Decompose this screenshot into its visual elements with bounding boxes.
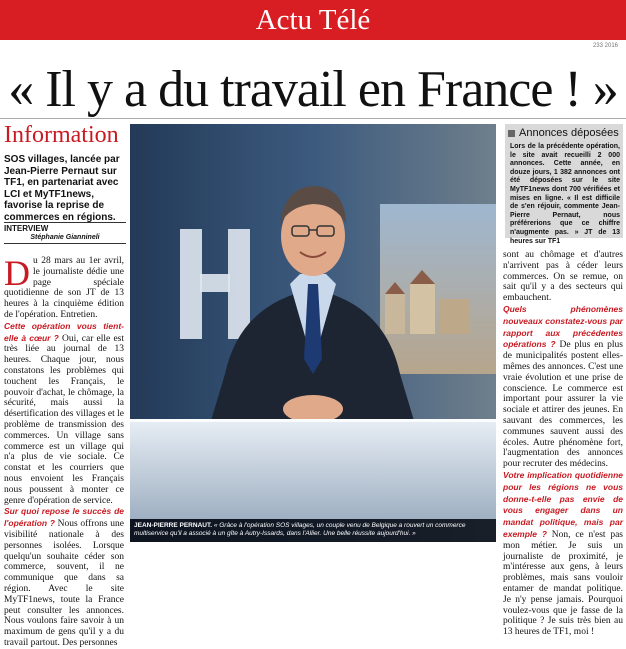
dropcap: D [4, 253, 30, 293]
article-left-column [4, 253, 124, 649]
headline: « Il y a du travail en France ! » [8, 61, 618, 118]
sidebar-title: Annonces déposées [519, 127, 619, 139]
caption-name: JEAN-PIERRE PERNAUT. [134, 522, 213, 529]
answer-2: Nous offrons une visibilité nationale à des personnes isolées. Lorsque quelqu'un souhaite céder son commerce, souvent, il ne communique que dans sa région. Avec le site MyTF1news, toute la France peut consulter les annonces. Nous voulons faire savoir à un maximum de gens qu'il y a du travail partout. Des personnes [4, 519, 124, 648]
sidebar-text: Lors de la précédente opération, le site avait recueilli 2 000 annonces. Cette année, en douze jours, 1 382 annonces ont été déposées sur le site MyTF1news dont 700 vérifiées et mises en ligne. « Il est difficile de s'en réjouir, commente Jean-Pierre Pernaut, nous préférerions que ce chiffre n'augmente pas. » JT de 13 heures sur TF1 [510, 143, 620, 245]
answer-3: De plus en plus de municipalités postent elles-mêmes des annonces. C'est une vraie évolution et une prise de conscience. Le commerce est important pour assurer la vie sociale et attirer des jeunes. En sauvant des commerces, les communes sauvent aussi des écoles. Autre phénomène fort, l'augmentation des annonces pour recruter des médecins. [503, 340, 624, 470]
answer-4: Non, ce n'est pas mon métier. Je suis un journaliste de proximité, je m'intéresse aux gens, à leurs problèmes, mais sans vouloir entamer de mandat politique. Je n'y pense jamais. Pourquoi voulez-vous que je fasse de la politique ? Je suis très bien au 13 heures de TF1, moi ! [503, 529, 624, 638]
interview-tag: INTERVIEW [4, 222, 126, 233]
question-2: Sur quoi repose le succès de l'opération ? [4, 506, 124, 529]
answer-2-continued: sont au chômage et d'autres n'arrivent pas à céder leurs commerces. On se remue, on sait qu'il y a des secteurs qui embauchent. [503, 250, 623, 304]
photo-caption [130, 519, 496, 542]
question-3: Quels phénomènes nouveaux constatez-vous par rapport aux précédentes opérations ? [503, 303, 623, 350]
byline: Stéphanie Giannineli [4, 234, 126, 244]
studio-photo-illustration [130, 124, 496, 542]
photo-jean-pierre-pernaut [130, 124, 496, 542]
answer-1: Oui, car elle est très liée au journal de 13 heures. Chaque jour, nous constatons les problèmes qui touchent les Français, le pouvoir d'achat, le chômage, la sécurité, mais aussi la désertification des villages et le problème de transmission des commerces. Un village sans commerce est un village qui n'a plus de vie sociale. Ce constat et les courriers que nous envoient les Français nous poussent à monter ce genre d'opération de service. [4, 333, 124, 506]
intro-text: SOS villages, lancée par Jean-Pierre Pernaut sur TF1, en partenariat avec LCI et MyTF1news, favorise la reprise de commerces en régions. [4, 154, 120, 223]
square-bullet-icon [508, 130, 515, 137]
question-4: Votre implication quotidienne pour les régions ne vous donne-t-elle pas envie de vous engager dans un mandat politique, mais par exemple ? [503, 469, 623, 539]
headline-rule [0, 118, 626, 119]
article-lead: u 28 mars au 1er avril, le journaliste dédie une page spéciale quotidienne de son JT de 13 heures à la cinquième édition de l'opération. Entretien. [4, 256, 124, 320]
article-right-column [503, 250, 623, 638]
question-1: Cette opération vous tient-elle à cœur ? [4, 320, 124, 343]
section-header-title: Actu Télé [255, 4, 371, 36]
caption-text: « Grâce à l'opération SOS villages, un couple venu de Belgique a rouvert un commerce multiservice qu'il a associé à un gîte à Autry-Issards, dans l'Allier. Une belle réussite aujourd'hui. » [134, 522, 466, 537]
page-number: 233 2016 [592, 43, 618, 49]
section-label: Information [4, 122, 119, 148]
